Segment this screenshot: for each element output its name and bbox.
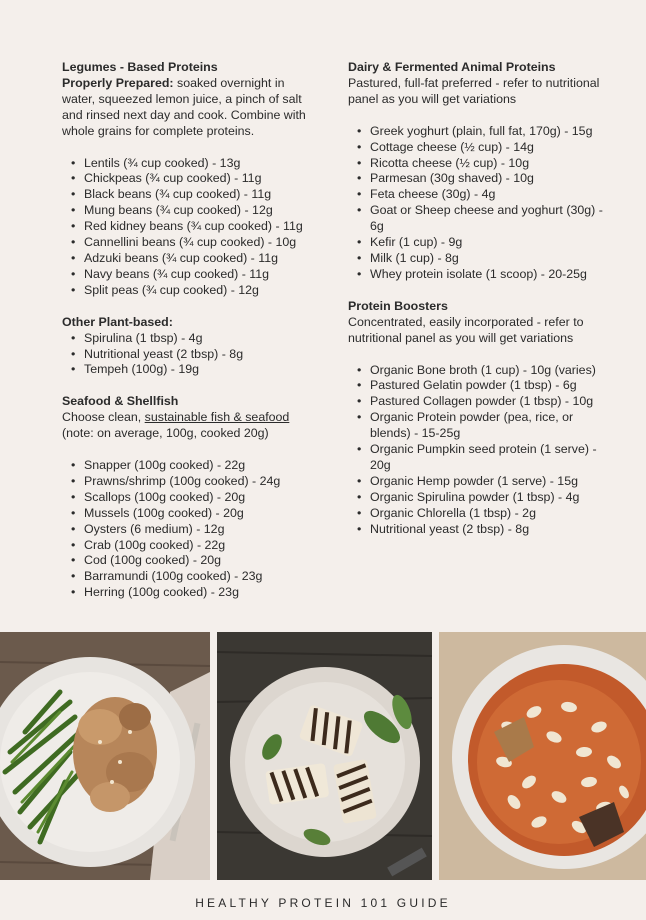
list-item: • Navy beans (¾ cup cooked) - 11g [84, 267, 312, 283]
dairy-list [348, 124, 613, 283]
sustainable-seafood-link[interactable]: sustainable fish & seafood [144, 410, 290, 425]
left-column [62, 60, 312, 601]
seafood-heading: Seafood & Shellfish [62, 394, 179, 409]
white-bean-stew-photo [439, 632, 646, 880]
list-item: • Mussels (100g cooked) - 20g [84, 506, 312, 522]
boosters-list [348, 363, 613, 538]
legumes-text: soaked overnight in water, squeezed lemon juice, a pinch of salt and rinsed next day and cook. Combine with whole grains for complete proteins. [62, 75, 306, 138]
list-item: • Parmesan (30g shaved) - 10g [370, 171, 613, 187]
list-item: • Organic Spirulina powder (1 tbsp) - 4g [370, 490, 613, 506]
list-item: • Spirulina (1 tbsp) - 4g [84, 331, 312, 347]
footer-title: HEALTHY PROTEIN 101 GUIDE [195, 896, 451, 910]
seafood-text-before: Choose clean, [62, 410, 145, 425]
legumes-lead: Properly Prepared: [62, 75, 174, 90]
list-item: • Pastured Collagen powder (1 tbsp) - 10g [370, 394, 613, 410]
boosters-heading: Protein Boosters [348, 298, 448, 313]
list-item: • Goat or Sheep cheese and yoghurt (30g) - 6g [370, 203, 613, 235]
list-item: • Organic Bone broth (1 cup) - 10g (varies) [370, 363, 613, 379]
boosters-description: Concentrated, easily incorporated - refer to nutritional panel as you will get variations [348, 314, 584, 345]
list-item: • Black beans (¾ cup cooked) - 11g [84, 187, 312, 203]
list-item: • Lentils (¾ cup cooked) - 13g [84, 156, 312, 172]
list-item: • Nutritional yeast (2 tbsp) - 8g [370, 522, 613, 538]
list-item: • Chickpeas (¾ cup cooked) - 11g [84, 171, 312, 187]
list-item: • Red kidney beans (¾ cup cooked) - 11g [84, 219, 312, 235]
list-item: • Adzuki beans (¾ cup cooked) - 11g [84, 251, 312, 267]
seafood-description [62, 410, 312, 442]
seafood-text-after: (note: on average, 100g, cooked 20g) [62, 426, 269, 441]
plant-list [62, 331, 312, 379]
legumes-list [62, 156, 312, 299]
list-item: • Crab (100g cooked) - 22g [84, 538, 312, 554]
list-item: • Cannellini beans (¾ cup cooked) - 10g [84, 235, 312, 251]
list-item: • Greek yoghurt (plain, full fat, 170g) - 15g [370, 124, 613, 140]
list-item: • Barramundi (100g cooked) - 23g [84, 569, 312, 585]
list-item: • Organic Protein powder (pea, rice, or blends) - 15-25g [370, 410, 613, 442]
list-item: • Scallops (100g cooked) - 20g [84, 490, 312, 506]
dairy-heading: Dairy & Fermented Animal Proteins [348, 60, 556, 74]
list-item: • Oysters (6 medium) - 12g [84, 522, 312, 538]
list-item: • Ricotta cheese (½ cup) - 10g [370, 156, 613, 172]
list-item: • Split peas (¾ cup cooked) - 12g [84, 283, 312, 299]
list-item: • Herring (100g cooked) - 23g [84, 585, 312, 601]
plant-heading: Other Plant-based: [62, 314, 173, 329]
list-item: • Prawns/shrimp (100g cooked) - 24g [84, 474, 312, 490]
list-item: • Pastured Gelatin powder (1 tbsp) - 6g [370, 378, 613, 394]
list-item: • Cottage cheese (½ cup) - 14g [370, 140, 613, 156]
seafood-list [62, 458, 312, 601]
grilled-halloumi-photo [217, 632, 432, 880]
dairy-description: Pastured, full-fat preferred - refer to nutritional panel as you will get variations [348, 75, 600, 106]
list-item: • Feta cheese (30g) - 4g [370, 187, 613, 203]
list-item: • Nutritional yeast (2 tbsp) - 8g [84, 347, 312, 363]
list-item: • Organic Pumpkin seed protein (1 serve) - 20g [370, 442, 613, 474]
list-item: • Snapper (100g cooked) - 22g [84, 458, 312, 474]
list-item: • Tempeh (100g) - 19g [84, 362, 312, 378]
legumes-description [62, 76, 312, 140]
list-item: • Mung beans (¾ cup cooked) - 12g [84, 203, 312, 219]
list-item: • Kefir (1 cup) - 9g [370, 235, 613, 251]
right-column [348, 60, 613, 537]
list-item: • Milk (1 cup) - 8g [370, 251, 613, 267]
list-item: • Organic Chlorella (1 tbsp) - 2g [370, 506, 613, 522]
chicken-green-beans-photo [0, 632, 210, 880]
list-item: • Cod (100g cooked) - 20g [84, 553, 312, 569]
list-item: • Whey protein isolate (1 scoop) - 20-25g [370, 267, 613, 283]
list-item: • Organic Hemp powder (1 serve) - 15g [370, 474, 613, 490]
photo-strip [0, 632, 646, 880]
legumes-heading: Legumes - Based Proteins [62, 60, 218, 74]
